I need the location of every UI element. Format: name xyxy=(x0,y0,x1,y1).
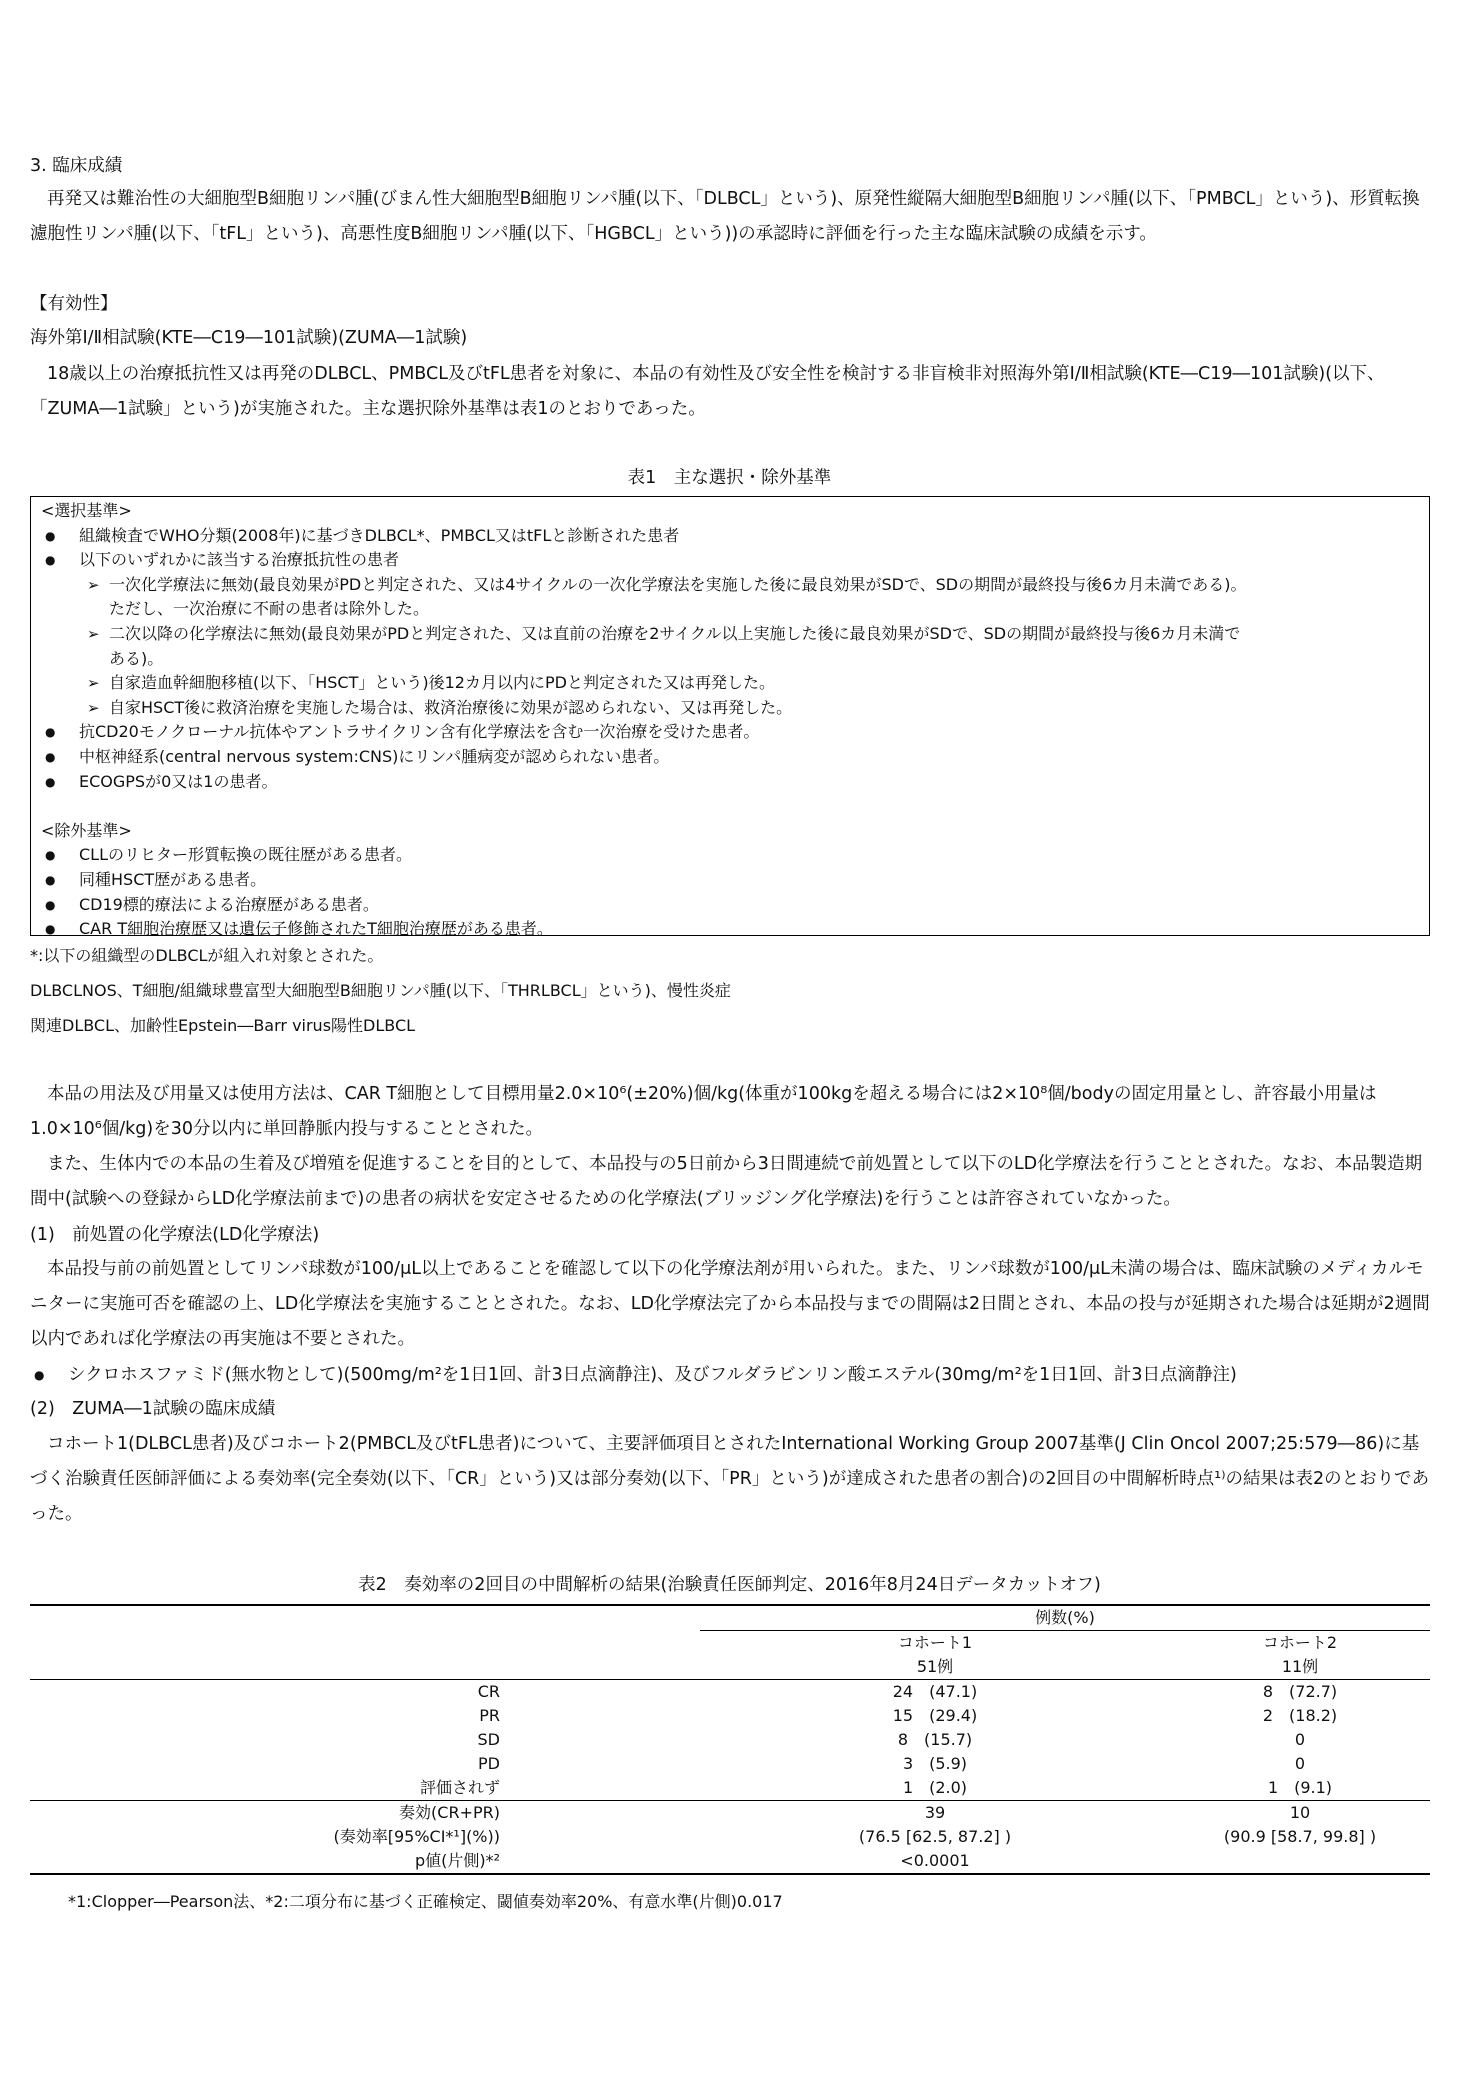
arrow-bullet-icon: ➢ xyxy=(87,674,100,693)
header-group: 例数(%) xyxy=(700,1605,1430,1631)
sub-criterion: ➢ 自家HSCT後に救済治療を実施した場合は、救済治療後に効果が認められない、又は再発した。 xyxy=(41,696,1421,721)
response-row: 奏効(CR+PR) 39 10 (90.9 [58.7, 99.8] ) xyxy=(30,1801,1430,1826)
cohort2-header: コホート2 xyxy=(1262,1633,1338,1652)
table1-note: DLBCLNOS、T細胞/組織球豊富型大細胞型B細胞リンパ腫(以下、「THRLBCL」という)、慢性炎症 xyxy=(30,981,731,1000)
inclusion-item: ● 中枢神経系(central nervous system:CNS)にリンパ腫病変が認められない患者。 xyxy=(41,745,1421,770)
cohort1-n: 51例 xyxy=(916,1657,954,1676)
criteria-table xyxy=(30,496,1430,939)
exclusion-item: ● CAR T細胞治療歴又は遺伝子修飾されたT細胞治療歴がある患者。 xyxy=(41,917,1421,942)
section-heading: 3. 臨床成績 xyxy=(30,156,123,176)
sub-criterion: ➢ 自家造血幹細胞移植(以下、「HSCT」という)後12カ月以内にPDと判定された又は再発した。 xyxy=(41,671,1421,696)
table-row: PD 3 (5.9) 0 xyxy=(478,1754,1306,1773)
sub-criterion: ➢ 一次化学療法に無効(最良効果がPDと判定された、又は4サイクルの一次化学療法を実施した後に最良効果がSDで、SDの期間が最終投与後6カ月未満である)。 xyxy=(41,573,1421,598)
table1-note: 関連DLBCL、加齢性Epstein―Barr virus陽性DLBCL xyxy=(30,1016,416,1035)
exclusion-heading: <除外基準> xyxy=(41,820,132,840)
intro-paragraph: 再発又は難治性の大細胞型B細胞リンパ腫(びまん性大細胞型B細胞リンパ腫(以下、「DLBCL」という)、原発性縦隔大細胞型B細胞リンパ腫(以下、「PMBCL」という)、形質転換濾胞性リンパ腫(以下、「tFL」という)、高悪性度B細胞リンパ腫(以下、「HGBCL」という))の承認時に評価を行った主な臨床試験の成績を示す。 xyxy=(30,189,1420,244)
table-row: SD 8 (15.7) 0 xyxy=(477,1730,1306,1749)
table-row: PR 15 (29.4) 2 (18.2) xyxy=(479,1706,1338,1725)
trial-intro-paragraph: 18歳以上の治療抵抗性又は再発のDLBCL、PMBCL及びtFL患者を対象に、本品の有効性及び安全性を検討する非盲検非対照海外第Ⅰ/Ⅱ相試験(KTE―C19―101試験)(以下、「ZUMA―1試験」という)が実施された。主な選択除外基準は表1のとおりであった。 xyxy=(30,364,1385,419)
trial-heading: 海外第Ⅰ/Ⅱ相試験(KTE―C19―101試験)(ZUMA―1試験) xyxy=(30,328,468,348)
table-row: 評価されず 1 (2.0) 1 (9.1) xyxy=(419,1778,1333,1797)
arrow-bullet-icon: ➢ xyxy=(87,624,100,643)
inclusion-item: ● 組織検査でWHO分類(2008年)に基づきDLBCL*、PMBCL又はtFLと診断された患者 xyxy=(41,524,1421,549)
exclusion-item: ● CLLのリヒター形質転換の既往歴がある患者。 xyxy=(41,843,1421,868)
cohort1-header: コホート1 xyxy=(897,1633,973,1652)
arrow-bullet-icon: ➢ xyxy=(87,575,100,594)
zuma1-results-paragraph: コホート1(DLBCL患者)及びコホート2(PMBCL及びtFL患者)について、主要評価項目とされたInternational Working Group 2007基準(J Clin Oncol 2007;25:579―86)に基づく治験責任医師評価による奏効率(完全奏効(以下、「CR」という)又は部分奏効(以下、「PR」という)が達成された患者の割合)の2回目の中間解析時点¹⁾の結果は表2のとおりであった。 xyxy=(30,1434,1430,1524)
inclusion-item: ● 抗CD20モノクローナル抗体やアントラサイクリン含有化学療法を含む一次治療を受けた患者。 xyxy=(41,720,1421,745)
cohort2-n: 11例 xyxy=(1281,1657,1319,1676)
inclusion-heading: <選択基準> xyxy=(41,501,132,520)
sub-criterion: ➢ 二次以降の化学療法に無効(最良効果がPDと判定された、又は直前の治療を2サイクル以上実施した後に最良効果がSDで、SDの期間が最終投与後6カ月未満で xyxy=(41,622,1421,647)
subsection-heading-1: (1) 前処置の化学療法(LD化学療法) xyxy=(30,1225,320,1245)
table2-footnote: *1:Clopper―Pearson法、*2:二項分布に基づく正確検定、閾値奏効率20%、有意水準(片側)0.017 xyxy=(68,1892,783,1911)
response-table xyxy=(30,1604,1430,1875)
dosage-paragraph: 本品の用法及び用量又は使用方法は、CAR T細胞として目標用量2.0×10⁶(±20%)個/kg(体重が100kgを超える場合には2×10⁸個/bodyの固定用量とし、許容最小用量は1.0×10⁶個/kg)を30分以内に単回静脈内投与することとされた。 xyxy=(30,1084,1377,1139)
ld-chemo-paragraph: 本品投与前の前処置としてリンパ球数が100/μL以上であることを確認して以下の化学療法剤が用いられた。また、リンパ球数が100/μL未満の場合は、臨床試験のメディカルモニターに実施可否を確認の上、LD化学療法を実施することとされた。なお、LD化学療法完了から本品投与までの間隔は2日間とされ、本品の投与が延期された場合は延期が2週間以内であれば化学療法の再実施は不要とされた。 xyxy=(30,1259,1430,1349)
inclusion-item: ● ECOGPSが0又は1の患者。 xyxy=(41,770,1421,795)
table2-caption: 表2 奏効率の2回目の中間解析の結果(治験責任医師判定、2016年8月24日データカットオフ) xyxy=(358,1575,1101,1595)
table-row: CR 24 (47.1) 8 (72.7) xyxy=(30,1680,1430,1705)
sub-criterion-continuation: ある)。 xyxy=(109,648,164,668)
inclusion-item: ● 以下のいずれかに該当する治療抵抗性の患者 xyxy=(41,548,1421,573)
arrow-bullet-icon: ➢ xyxy=(87,698,100,717)
table1-caption: 表1 主な選択・除外基準 xyxy=(627,468,832,488)
exclusion-item: ● 同種HSCT歴がある患者。 xyxy=(41,868,1421,893)
efficacy-heading: 【有効性】 xyxy=(30,294,118,314)
table1-note: *:以下の組織型のDLBCLが組入れ対象とされた。 xyxy=(30,946,384,965)
sub-criterion-continuation: ただし、一次治療に不耐の患者は除外した。 xyxy=(109,599,430,619)
subsection-heading-2: (2) ZUMA―1試験の臨床成績 xyxy=(30,1399,276,1419)
exclusion-item: ● CD19標的療法による治療歴がある患者。 xyxy=(41,893,1421,918)
regimen-item: ● シクロホスファミド(無水物として)(500mg/m²を1日1回、計3日点滴静注)、及びフルダラビンリン酸エステル(30mg/m²を1日1回、計3日点滴静注) xyxy=(30,1363,1459,1387)
response-row: (奏効率[95%CI*¹](%)) (76.5 [62.5, 87.2] ) xyxy=(333,1827,1012,1846)
response-row: p値(片側)*² <0.0001 xyxy=(30,1849,1430,1874)
pretreatment-paragraph: また、生体内での本品の生着及び増殖を促進することを目的として、本品投与の5日前から3日間連続で前処置として以下のLD化学療法を行うこととされた。なお、本品製造期間中(試験への登録からLD化学療法前まで)の患者の病状を安定させるための化学療法(ブリッジング化学療法)を行うことは許容されていなかった。 xyxy=(30,1154,1423,1209)
